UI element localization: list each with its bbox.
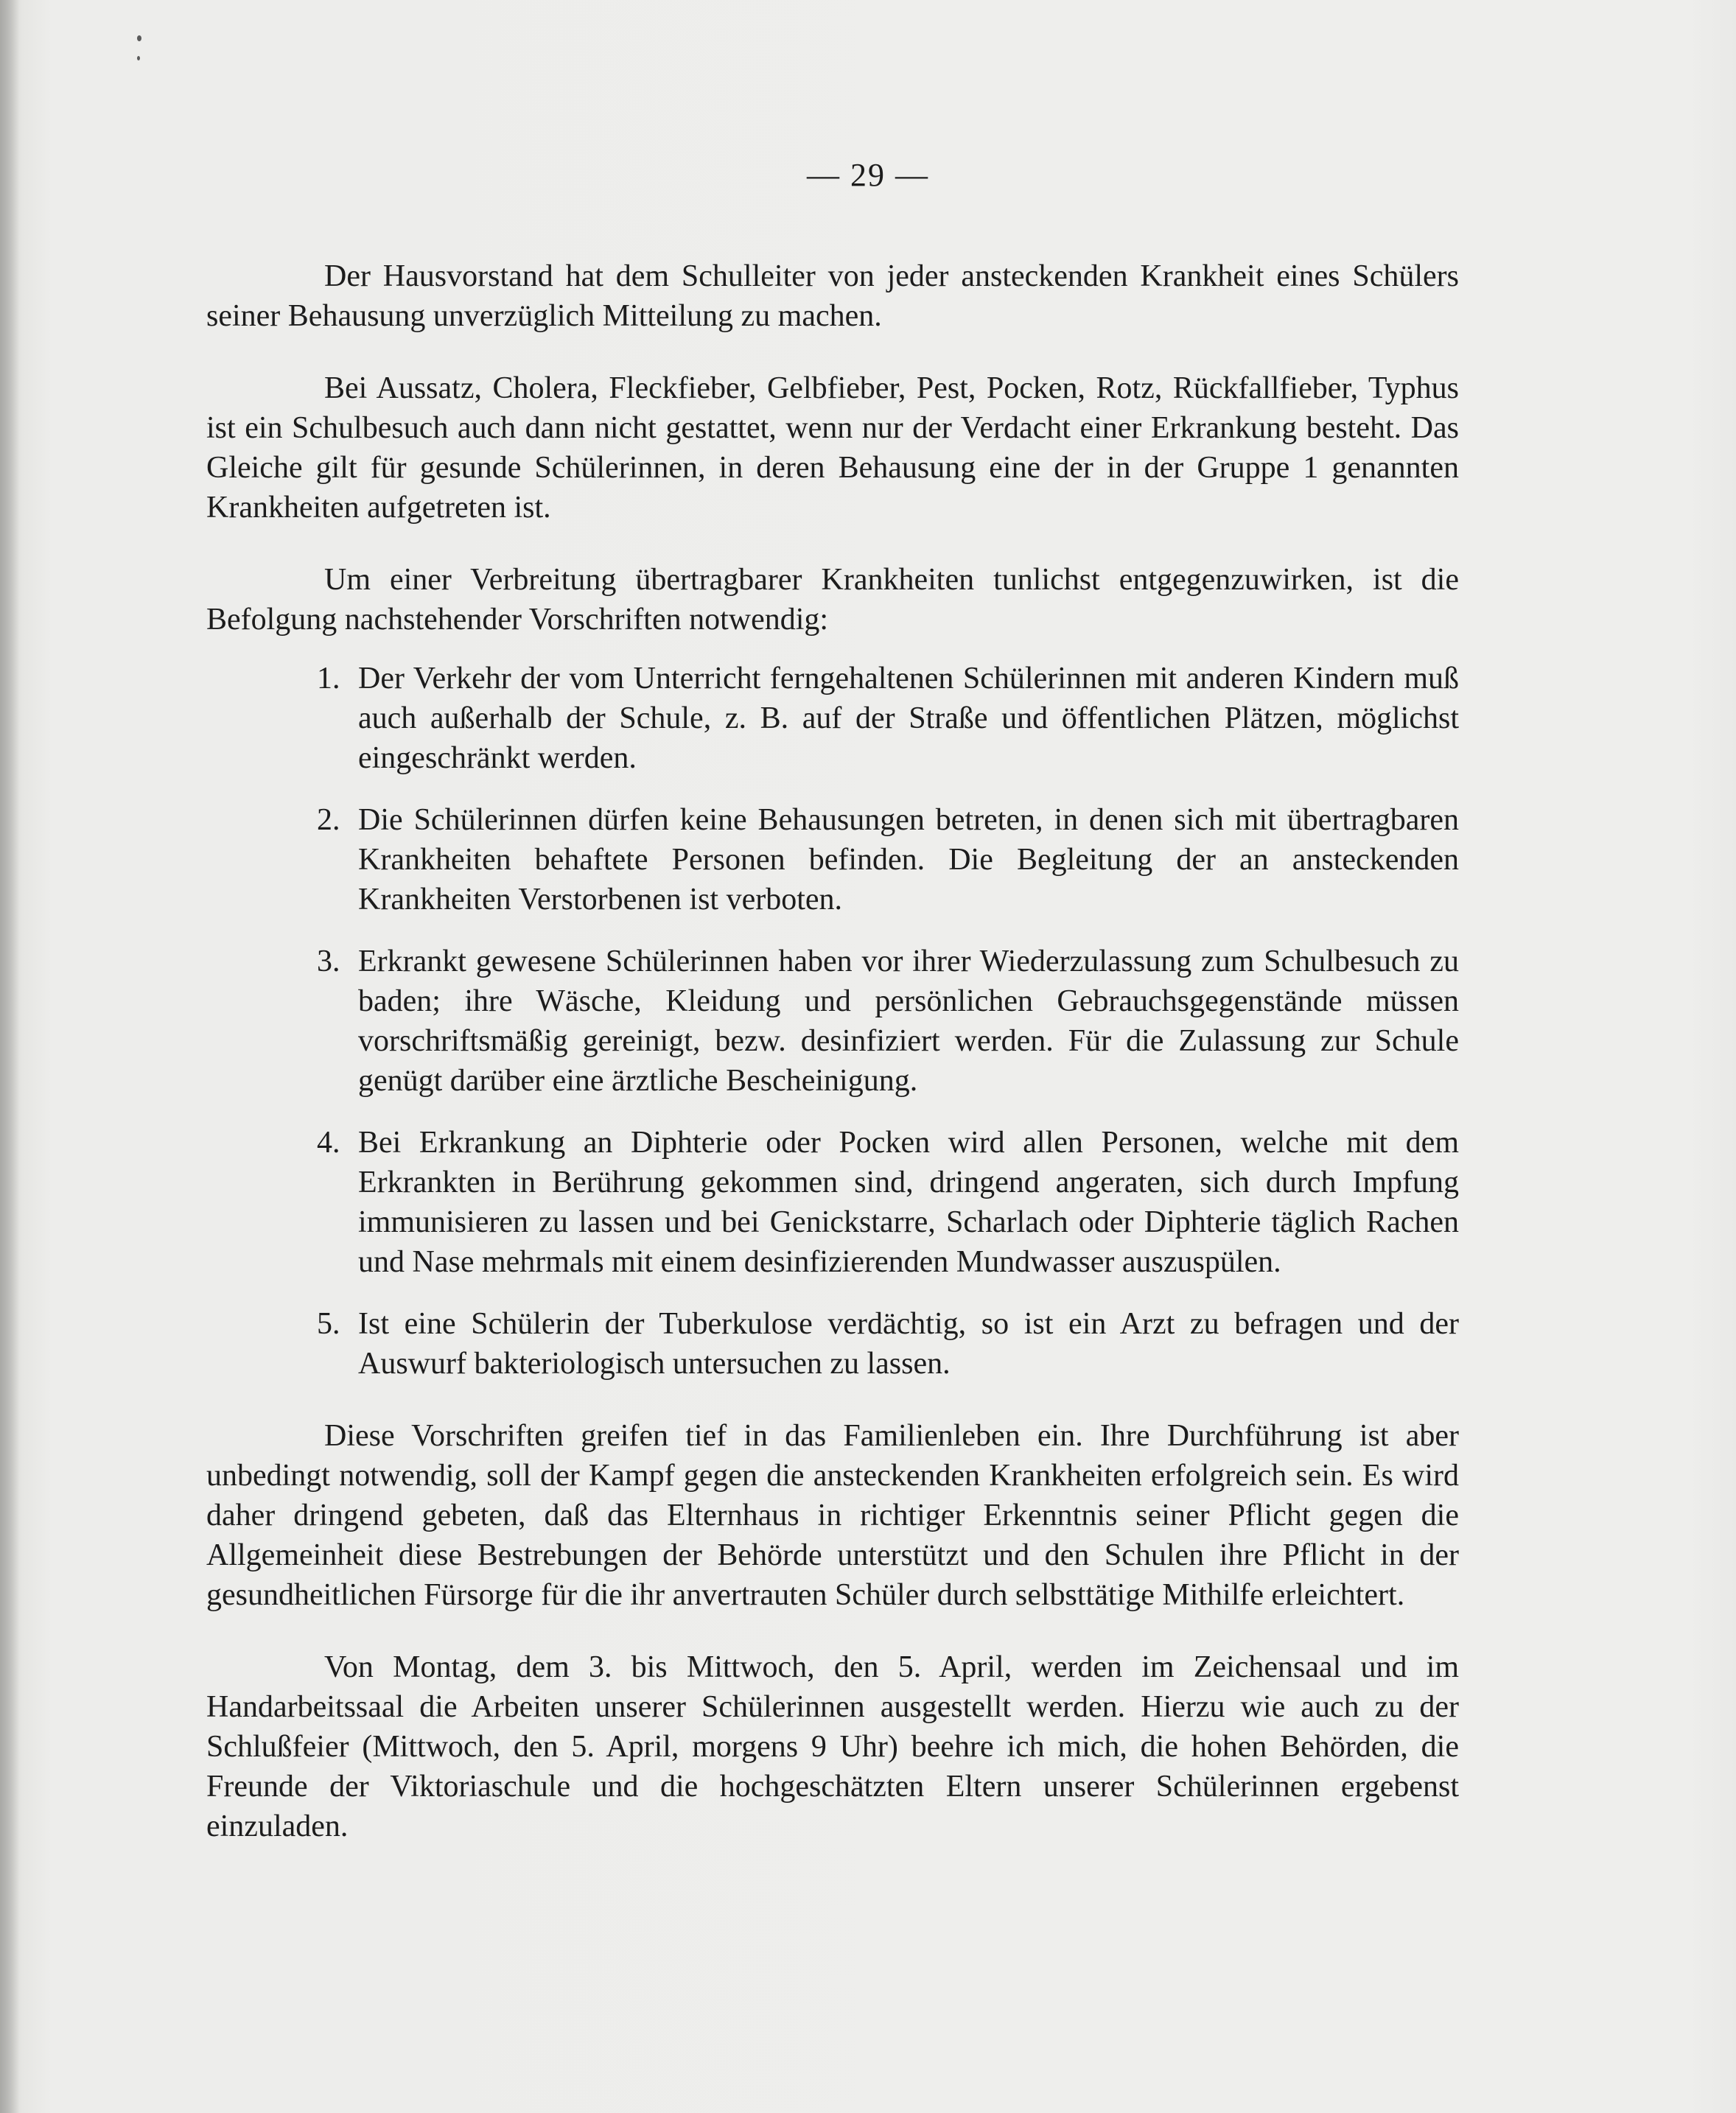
item-number: 1. bbox=[317, 662, 340, 695]
item-number: 4. bbox=[317, 1126, 340, 1160]
item-number: 2. bbox=[317, 803, 340, 837]
page-number: — 29 — bbox=[807, 157, 929, 193]
page-body bbox=[206, 256, 1459, 1879]
scan-speck bbox=[137, 56, 140, 60]
list-item bbox=[206, 1123, 1459, 1282]
item-text: Erkrankt gewesene Schülerinnen haben vor ihrer Wiederzulassung zum Schulbesuch zu baden; ihre Wäsche, Kleidung und persönlichen Gebrauchsgegenstände müssen vorschriftsmäßig gereinigt, bezw. desinfiziert werden. Für die Zulassung zur Schule genügt darüber eine ärztliche Bescheinigung. bbox=[358, 945, 1459, 1098]
list-item bbox=[206, 1304, 1459, 1384]
item-text: Ist eine Schülerin der Tuberkulose verdächtig, so ist ein Arzt zu befragen und der Auswurf bakteriologisch untersuchen zu lassen. bbox=[358, 1307, 1459, 1381]
scan-speck bbox=[137, 35, 141, 41]
item-number: 3. bbox=[317, 945, 340, 978]
paragraph-reporting-duty: Der Hausvorstand hat dem Schulleiter von jeder ansteckenden Krankheit eines Schülers seiner Behausung unverzüglich Mitteilung zu machen. bbox=[206, 259, 1459, 333]
item-text: Der Verkehr der vom Unterricht ferngehaltenen Schülerinnen mit anderen Kindern muß auch außerhalb der Schule, z. B. auf der Straße und öffentlichen Plätzen, möglichst eingeschränkt werden. bbox=[358, 662, 1459, 775]
item-text: Bei Erkrankung an Diphterie oder Pocken wird allen Personen, welche mit dem Erkrankten in Berührung gekommen sind, dringend angeraten, sich durch Impfung immunisieren zu lassen und bei Genickstarre, Scharlach oder Diphterie täglich Rachen und Nase mehrmals mit einem desinfizierenden Mundwasser auszuspülen. bbox=[358, 1126, 1459, 1279]
list-item bbox=[206, 800, 1459, 919]
list-item bbox=[206, 659, 1459, 778]
paragraph-attendance-ban: Bei Aussatz, Cholera, Fleckfieber, Gelbfieber, Pest, Pocken, Rotz, Rückfallfieber, Typhus ist ein Schulbesuch auch dann nicht gestattet, wenn nur der Verdacht einer Erkrankung besteht. Das Gleiche gilt für gesunde Schülerinnen, in deren Behausung eine der in der Gruppe 1 genannten Krankheiten aufgetreten ist. bbox=[206, 371, 1459, 525]
item-number: 5. bbox=[317, 1307, 340, 1341]
list-item bbox=[206, 942, 1459, 1101]
item-text: Die Schülerinnen dürfen keine Behausungen betreten, in denen sich mit übertragbaren Krankheiten behaftete Personen befinden. Die Begleitung der an ansteckenden Krankheiten Verstorbenen ist verboten. bbox=[358, 803, 1459, 917]
paragraph-rules-intro: Um einer Verbreitung übertragbarer Krankheiten tunlichst entgegenzuwirken, ist die Befolgung nachstehender Vorschriften notwendig: bbox=[206, 563, 1459, 637]
binding-shadow bbox=[0, 0, 19, 2113]
paragraph-family-appeal: Diese Vorschriften greifen tief in das Familienleben ein. Ihre Durchführung ist aber unbedingt notwendig, soll der Kampf gegen die ansteckenden Krankheiten erfolgreich sein. Es wird daher dringend gebeten, daß das Elternhaus in richtiger Erkenntnis seiner Pflicht gegen die Allgemeinheit diese Bestrebungen der Behörde unterstützt und den Schulen ihre Pflicht in der gesundheitlichen Fürsorge für die ihr anvertrauten Schüler durch selbsttätige Mithilfe erleichtert. bbox=[206, 1419, 1459, 1612]
paragraph-exhibition-invitation: Von Montag, dem 3. bis Mittwoch, den 5. April, werden im Zeichensaal und im Handarbeitssaal die Arbeiten unserer Schülerinnen ausgestellt werden. Hierzu wie auch zu der Schlußfeier (Mittwoch, den 5. April, morgens 9 Uhr) beehre ich mich, die hohen Behörden, die Freunde der Viktoriaschule und die hochgeschätzten Eltern unserer Schülerinnen ergebenst einzuladen. bbox=[206, 1650, 1459, 1843]
rules-list bbox=[206, 659, 1459, 1384]
